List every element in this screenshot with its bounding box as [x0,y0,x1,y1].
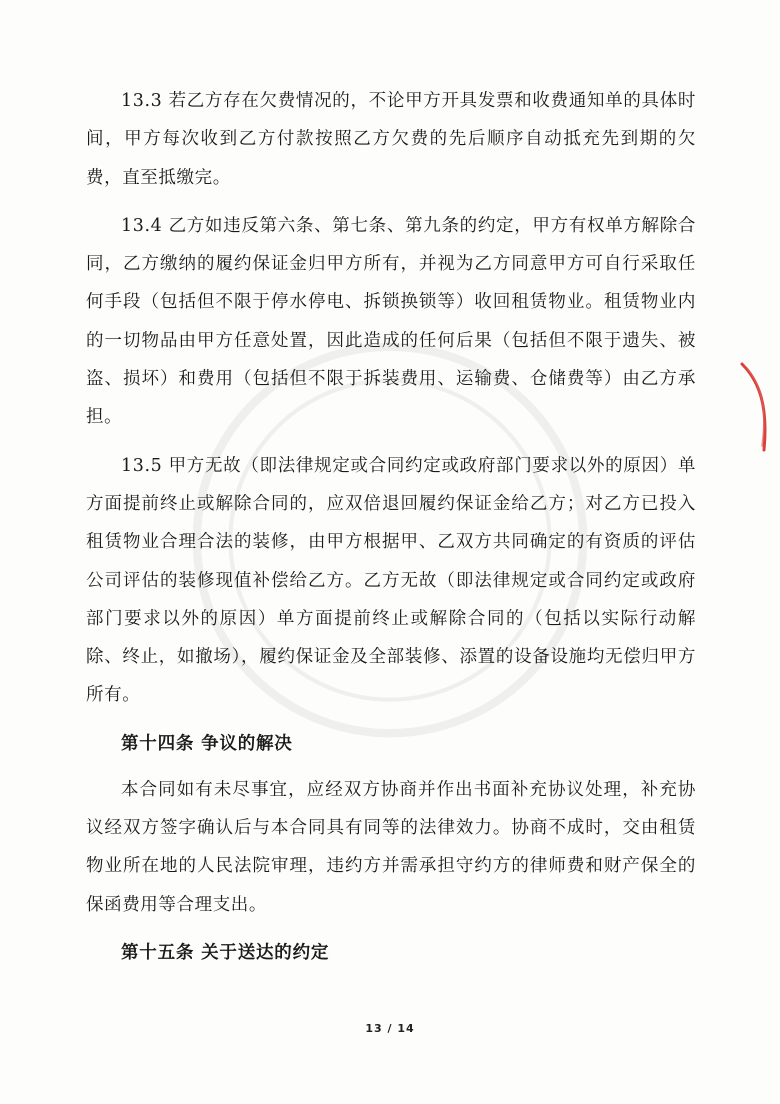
clause-13-3: 13.3 若乙方存在欠费情况的，不论甲方开具发票和收费通知单的具体时间，甲方每次收到乙方付款按照乙方欠费的先后顺序自动抵充先到期的欠费，直至抵缴完。 [86,91,696,188]
section-14-heading: 第十四条 争议的解决 [121,733,293,754]
clause-13-5: 13.5 甲方无故（即法律规定或合同约定或政府部门要求以外的原因）单方面提前终止或解除合同的，应双倍退回履约保证金给乙方；对乙方已投入租赁物业合理合法的装修，由甲方根据甲、乙双方共同确定的有资质的评估公司评估的装修现值补偿给乙方。乙方无故（即法律规定或合同约定或政府部门要求以外的原因）单方面提前终止或解除合同的（包括以实际行动解除、终止，如撤场），履约保证金及全部装修、添置的设备设施均无偿归甲方所有。 [86,455,696,706]
document-body [86,82,696,980]
red-seal-edge-icon [738,362,772,452]
section-15-heading: 第十五条 关于送达的约定 [121,942,330,963]
section-14-body: 本合同如有未尽事宜，应经双方协商并作出书面补充协议处理，补充协议经双方签字确认后与本合同具有同等的法律效力。协商不成时，交由租赁物业所在地的人民法院审理，违约方并需承担守约方的律师费和财产保全的保函费用等合理支出。 [86,779,696,915]
clause-13-4: 13.4 乙方如违反第六条、第七条、第九条的约定，甲方有权单方解除合同，乙方缴纳的履约保证金归甲方所有，并视为乙方同意甲方可自行采取任何手段（包括但不限于停水停电、拆锁换锁等）收回租赁物业。租赁物业内的一切物品由甲方任意处置，因此造成的任何后果（包括但不限于遗失、被盗、损坏）和费用（包括但不限于拆装费用、运输费、仓储费等）由乙方承担。 [86,215,696,428]
page-number: 13 / 14 [365,1022,415,1035]
